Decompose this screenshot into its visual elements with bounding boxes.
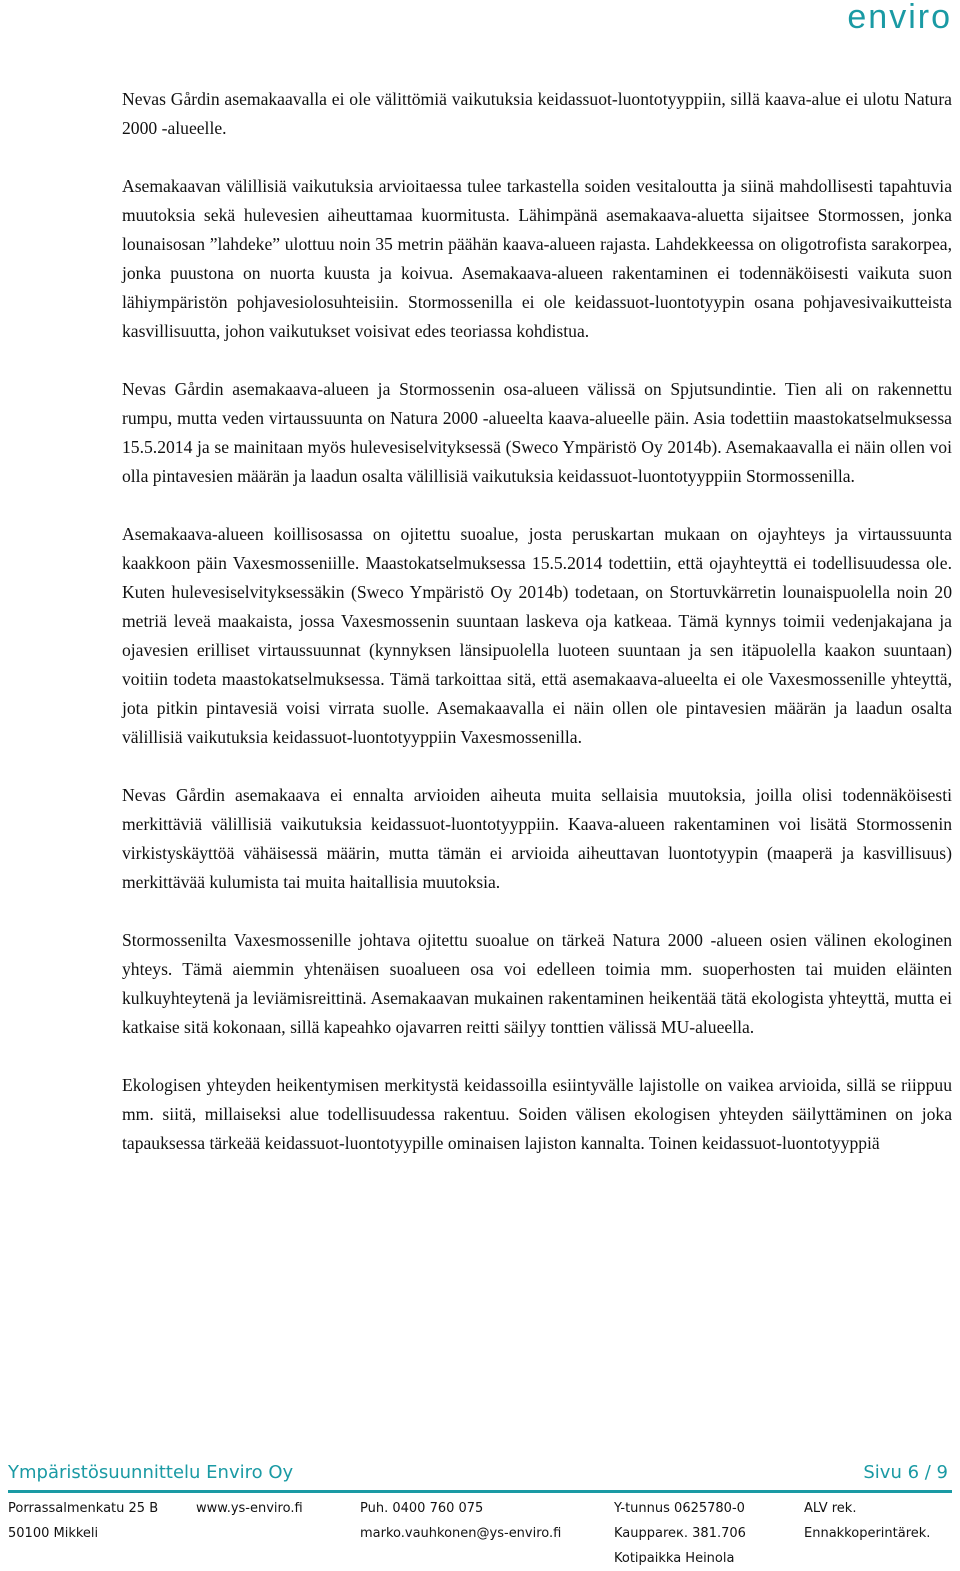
- paragraph: Nevas Gårdin asemakaavalla ei ole välittömiä vaikutuksia keidassuot-luontotyyppiin, sillä kaava-alue ei ulotu Natura 2000 -alueelle.: [122, 89, 952, 138]
- footer-contact-grid: [8, 1493, 952, 1571]
- footer-phone: Puh. 0400 760 075: [360, 1501, 484, 1516]
- footer-city-line: 50100 Mikkeli: [8, 1526, 99, 1541]
- footer-header: [8, 1462, 952, 1493]
- footer-address-line: Porrassalmenkatu 25 B: [8, 1501, 159, 1516]
- footer-business-id: Y-tunnus 0625780-0: [614, 1501, 745, 1516]
- footer-vat: ALV rek.: [804, 1501, 857, 1516]
- enviro-logo: enviro: [847, 0, 952, 36]
- page-number: Sivu 6 / 9: [863, 1462, 948, 1483]
- document-body: [122, 85, 952, 1187]
- footer-company: Ympäristösuunnittelu Enviro Oy: [8, 1462, 294, 1483]
- footer-domicile: Kotipaikka Heinola: [614, 1551, 735, 1566]
- paragraph: Asemakaavan välillisiä vaikutuksia arvioitaessa tulee tarkastella soiden vesitaloutta ja siinä mahdollisesti tapahtuvia muutoksia sekä hulevesien aiheuttamaa kuormitusta. Lähimpänä asemakaava-aluetta sijaitsee Stormossen, jonka lounaisosan ”lahdeke” ulottuu noin 35 metrin päähän kaava-alueen rajasta. Lahdekkeessa on oligotrofista sarakorpea, jonka puustona on nuorta kuusta ja koivua. Asemakaava-alueen rakentaminen ei todennäköisesti vaikuta suon lähiympäristön pohjavesiolosuhteisiin. Stormossenilla ei ole keidassuot-luontotyypin osana pohjavesivaikutteista kasvillisuutta, johon vaikutukset voisivat edes teoriassa kohdistua.: [122, 176, 952, 341]
- footer-website-link[interactable]: www.ys-enviro.fi: [196, 1501, 303, 1516]
- paragraph: Nevas Gårdin asemakaava-alueen ja Stormossenin osa-alueen välissä on Spjutsundintie. Tien ali on rakennettu rumpu, mutta veden virtaussuunta on Natura 2000 -alueelta kaava-alueelle päin. Asia todettiin maastokatselmuksessa 15.5.2014 ja se mainitaan myös hulevesiselvityksessä (Sweco Ympäristö Oy 2014b). Asemakaavalla ei näin ollen voi olla pintavesien määrän ja laadun osalta välillisiä vaikutuksia keidassuot-luontotyyppiin Stormossenilla.: [122, 379, 952, 486]
- page-footer: [8, 1462, 952, 1571]
- paragraph: Asemakaava-alueen koillisosassa on ojitettu suoalue, josta peruskartan mukaan on ojayhteys ja virtaussuunta kaakkoon päin Vaxesmosseniille. Maastokatselmuksessa 15.5.2014 todettiin, että ojayhteyttä ei todellisuudessa ole. Kuten hulevesiselvityksessäkin (Sweco Ympäristö Oy 2014b) todetaan, on Stortuvkärretin lounaispuolella noin 20 metriä leveä maakaista, jossa Vaxesmossenin suuntaan laskeva oja katkeaa. Tämä kynnys toimii vedenjakajana ja ojavesien erilliset virtaussuunnat (kynnyksen länsipuolella luoteen suuntaan ja sen itäpuolella kaakon suuntaan) voitiin todeta maastokatselmuksessa. Tämä tarkoittaa sitä, että asemakaava-alueelta ei ole Vaxesmossenille yhteyttä, jota pitkin pintavesiä voisi virrata suolle. Asemakaavalla ei näin ollen ole pintavesien määrän ja laadun osalta välillisiä vaikutuksia keidassuot-luontotyyppiin Vaxesmossenilla.: [122, 524, 952, 747]
- footer-prepayment: Ennakkoperintärek.: [804, 1526, 931, 1541]
- paragraph: Nevas Gårdin asemakaava ei ennalta arvioiden aiheuta muita sellaisia muutoksia, joilla olisi todennäköisesti merkittäviä välillisiä vaikutuksia keidassuot-luontotyyppiin. Kaava-alueen rakentaminen voi lisätä Stormossenin virkistyskäyttöä vähäisessä määrin, mutta tämän ei arvioida aiheuttavan luontotyypin (maaperä ja kasvillisuus) merkittävää kulumista tai muita haitallisia muutoksia.: [122, 785, 952, 892]
- footer-email-link[interactable]: marko.vauhkonen@ys-enviro.fi: [360, 1526, 562, 1541]
- footer-trade-register: Kauppareк. 381.706: [614, 1526, 746, 1541]
- footer-empty: [196, 1521, 360, 1546]
- paragraph: Ekologisen yhteyden heikentymisen merkitystä keidassoilla esiintyvälle lajistolle on vaikea arvioida, sillä se riippuu mm. siitä, millaiseksi alue todellisuudessa rakentuu. Soiden välisen ekologisen yhteyden säilyttäminen on joka tapauksessa tärkeää keidassuot-luontotyypille ominaisen lajiston kannalta. Toinen keidassuot-luontotyyppiä: [122, 1075, 952, 1153]
- paragraph: Stormossenilta Vaxesmossenille johtava ojitettu suoalue on tärkeä Natura 2000 -alueen osien välinen ekologinen yhteys. Tämä aiemmin yhtenäisen suoalueen osa voi edelleen toimia mm. suoperhosten tai muiden eläinten kulkuyhteytenä ja leviämisreittinä. Asemakaavan mukainen rakentaminen heikentää tätä ekologista yhteyttä, mutta ei katkaise sitä kokonaan, sillä kapeahko ojavarren reitti säilyy tonttien välissä MU-alueella.: [122, 930, 952, 1037]
